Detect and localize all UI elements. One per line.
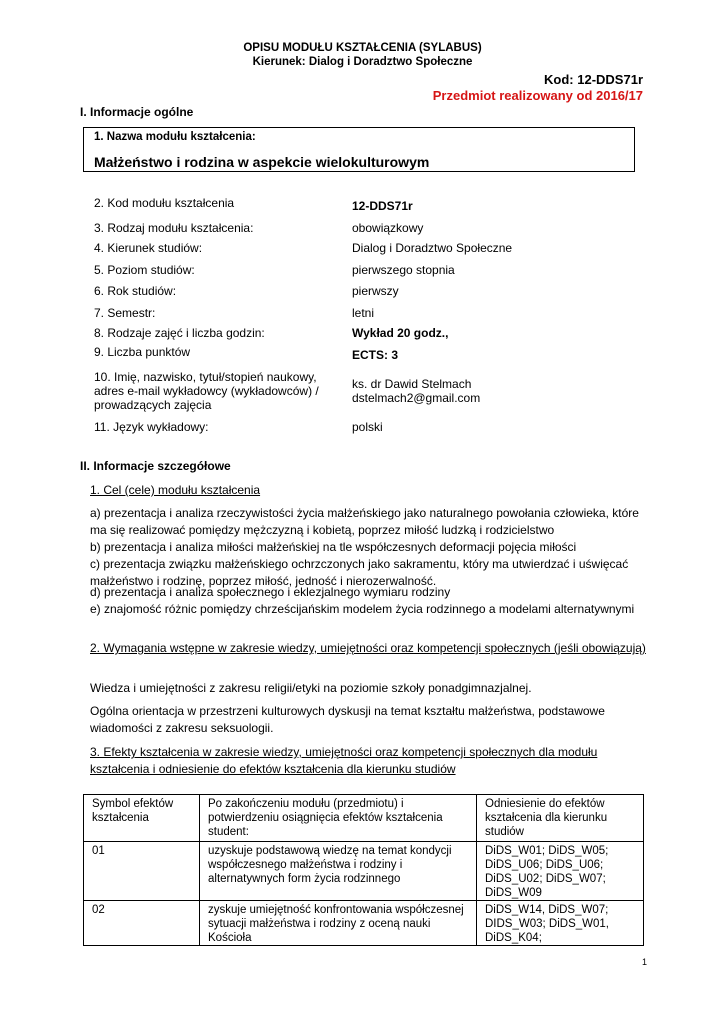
info-label: 9. Liczba punktów bbox=[94, 345, 191, 359]
info-label: 7. Semestr: bbox=[94, 306, 156, 320]
requirements-text: Ogólna orientacja w przestrzeni kulturowych dyskusji na temat kształtu małżeństwa, podstawowe wiadomości z zakresu seksuologii. bbox=[90, 704, 605, 735]
module-name-label: 1. Nazwa modułu kształcenia: bbox=[94, 131, 256, 143]
info-value: Wykład 20 godz., bbox=[352, 326, 449, 340]
info-value: letni bbox=[352, 306, 375, 320]
effects-table bbox=[83, 794, 644, 946]
info-value: ECTS: 3 bbox=[352, 348, 399, 362]
table-cell-effect: uzyskuje podstawową wiedzę na temat kondycji współczesnego małżeństwa i rodziny i alternatywnych form życia rodzinnego bbox=[200, 842, 477, 901]
page-number: 1 bbox=[641, 957, 647, 967]
document-subtitle: Kierunek: Dialog i Doradztwo Społeczne bbox=[252, 56, 473, 68]
table-cell-symbol: 01 bbox=[84, 842, 200, 901]
table-header-cell: Odniesienie do efektów kształcenia dla kierunku studiów bbox=[477, 795, 644, 842]
info-label: 4. Kierunek studiów: bbox=[94, 241, 203, 255]
info-label: 3. Rodzaj modułu kształcenia: bbox=[94, 221, 254, 235]
section-2-heading: II. Informacje szczegółowe bbox=[80, 459, 231, 473]
section-1-heading: I. Informacje ogólne bbox=[80, 105, 194, 119]
goal-item: d) prezentacja i analiza społecznego i eklezjalnego wymiaru rodziny bbox=[90, 585, 451, 599]
requirements-text: Wiedza i umiejętności z zakresu religii/etyki na poziomie szkoły ponadgimnazjalnej. bbox=[90, 681, 532, 695]
info-label: 2. Kod modułu kształcenia bbox=[94, 196, 235, 210]
goal-item: e) znajomość różnic pomiędzy chrześcijańskim modelem życia rodzinnego a modelami alternatywnymi bbox=[90, 602, 635, 616]
requirements-heading: 2. Wymagania wstępne w zakresie wiedzy, umiejętności oraz kompetencji społecznych (jeśli obowiązują) bbox=[90, 641, 646, 655]
info-value: polski bbox=[352, 420, 383, 434]
module-name-box bbox=[83, 127, 635, 172]
module-name: Małżeństwo i rodzina w aspekcie wielokulturowym bbox=[94, 154, 430, 170]
info-value: pierwszego stopnia bbox=[352, 263, 455, 277]
table-header-cell: Symbol efektów kształcenia bbox=[84, 795, 200, 842]
effects-heading: 3. Efekty kształcenia w zakresie wiedzy, umiejętności oraz kompetencji społecznych dla modułu kształcenia i odniesienie do efektów kształcenia dla kierunku studiów bbox=[90, 745, 598, 776]
table-row bbox=[84, 901, 644, 946]
document-title: OPISU MODUŁU KSZTAŁCENIA (SYLABUS) bbox=[243, 42, 482, 54]
table-header-row bbox=[84, 795, 644, 842]
goal-item: b) prezentacja i analiza miłości małżeńskiej na tle współczesnych deformacji pojęcia miłości bbox=[90, 540, 577, 554]
info-label: 6. Rok studiów: bbox=[94, 284, 177, 298]
goals-heading: 1. Cel (cele) modułu kształcenia bbox=[90, 483, 261, 497]
table-cell-effect: zyskuje umiejętność konfrontowania współczesnej sytuacji małżeństwa i rodziny z oceną nauki Kościoła bbox=[200, 901, 477, 946]
info-label: 8. Rodzaje zajęć i liczba godzin: bbox=[94, 326, 265, 340]
info-value: obowiązkowy bbox=[352, 221, 424, 235]
table-header-cell: Po zakończeniu modułu (przedmiotu) i potwierdzeniu osiągnięcia efektów kształcenia student: bbox=[200, 795, 477, 842]
goal-item: a) prezentacja i analiza rzeczywistości życia małżeńskiego jako naturalnego powołania człowieka, które ma się realizować pomiędzy mężczyzną i kobietą, poprzez miłość ludzką i rodzicielstwo bbox=[90, 506, 639, 537]
info-value: Dialog i Doradztwo Społeczne bbox=[352, 241, 513, 255]
info-label: 5. Poziom studiów: bbox=[94, 263, 195, 277]
goal-item: c) prezentacja związku małżeńskiego ochrzczonych jako sakramentu, który ma utwierdzać i uświęcać małżeństwo i rodzinę, poprzez miłość, jedność i nierozerwalność. bbox=[90, 557, 629, 588]
table-row bbox=[84, 842, 644, 901]
info-label: 10. Imię, nazwisko, tytuł/stopień naukowy, adres e-mail wykładowcy (wykładowców) / prowadzących zajęcia bbox=[94, 370, 319, 412]
info-value: 12-DDS71r bbox=[352, 199, 413, 213]
lecturer-info: ks. dr Dawid Stelmach dstelmach2@gmail.com bbox=[352, 377, 481, 405]
table-cell-ref: DiDS_W14, DiDS_W07; DIDS_W03; DiDS_W01, DiDS_K04; bbox=[477, 901, 644, 946]
table-cell-ref: DiDS_W01; DiDS_W05; DiDS_U06; DiDS_U06; DiDS_U02; DiDS_W07; DiDS_W09 bbox=[477, 842, 644, 901]
realized-since: Przedmiot realizowany od 2016/17 bbox=[432, 88, 643, 103]
info-label: 11. Język wykładowy: bbox=[94, 420, 209, 434]
info-value: pierwszy bbox=[352, 284, 399, 298]
table-cell-symbol: 02 bbox=[84, 901, 200, 946]
module-code: Kod: 12-DDS71r bbox=[544, 72, 643, 87]
